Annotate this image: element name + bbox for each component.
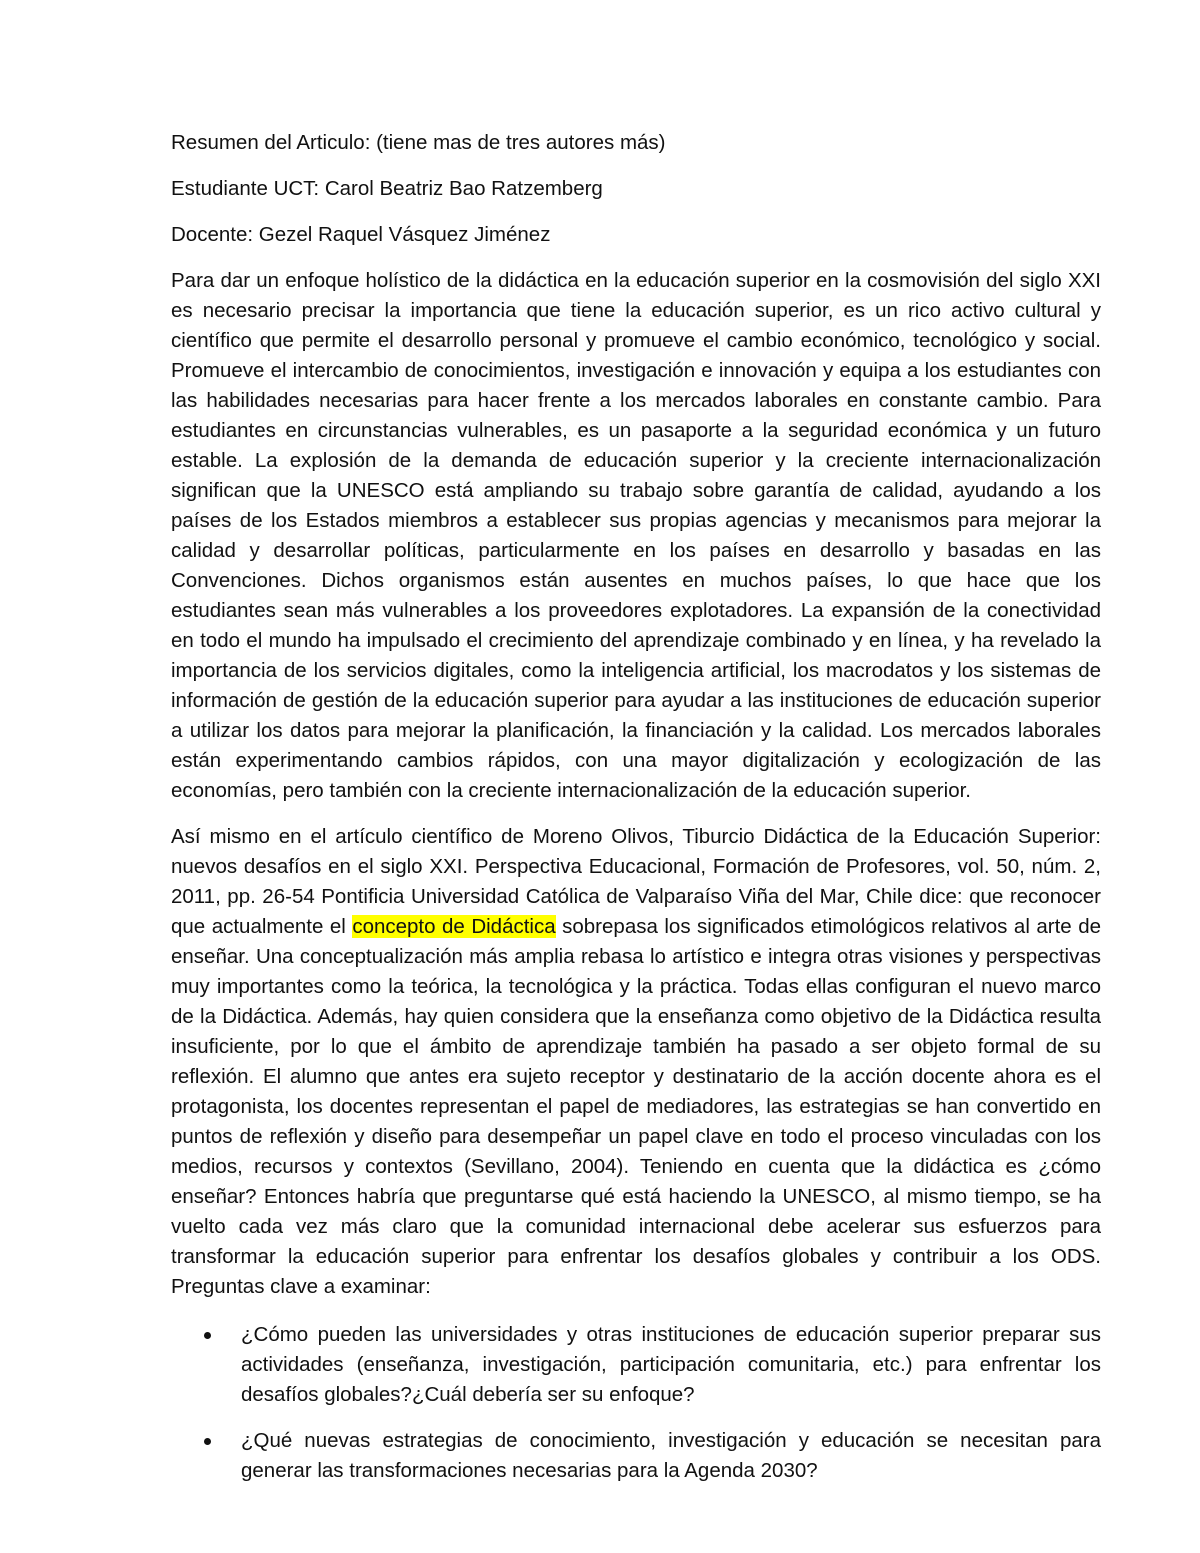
bullet-icon xyxy=(204,1438,211,1445)
bullet-icon xyxy=(204,1332,211,1339)
paragraph-1: Para dar un enfoque holístico de la didáctica en la educación superior en la cosmovisión del siglo XXI es necesario precisar la importancia que tiene la educación superior, es un rico activo cultural y científico que permite el desarrollo personal y promueve el cambio económico, tecnológico y social. Promueve el intercambio de conocimientos, investigación e innovación y equipa a los estudiantes con las habilidades necesarias para hacer frente a los mercados laborales en constante cambio. Para estudiantes en circunstancias vulnerables, es un pasaporte a la seguridad económica y un futuro estable. La explosión de la demanda de educación superior y la creciente internacionalización significan que la UNESCO está ampliando su trabajo sobre garantía de calidad, ayudando a los países de los Estados miembros a establecer sus propias agencias y mecanismos para mejorar la calidad y desarrollar políticas, particularmente en los países en desarrollo y basadas en las Convenciones. Dichos organismos están ausentes en muchos países, lo que hace que los estudiantes sean más vulnerables a los proveedores explotadores. La expansión de la conectividad en todo el mundo ha impulsado el crecimiento del aprendizaje combinado y en línea, y ha revelado la importancia de los servicios digitales, como la inteligencia artificial, los macrodatos y los sistemas de información de gestión de la educación superior para ayudar a las instituciones de educación superior a utilizar los datos para mejorar la planificación, la financiación y la calidad. Los mercados laborales están experimentando cambios rápidos, con una mayor digitalización y ecologización de las economías, pero también con la creciente internacionalización de la educación superior. xyxy=(171,269,1101,802)
paragraph-2-text-after: sobrepasa los significados etimológicos relativos al arte de enseñar. Una conceptualización más amplia rebasa lo artístico e integra otras visiones y perspectivas muy importantes como la teórica, la tecnológica y la práctica. Todas ellas configuran el nuevo marco de la Didáctica. Además, hay quien considera que la enseñanza como objetivo de la Didáctica resulta insuficiente, por lo que el ámbito de aprendizaje también ha pasado a ser objeto formal de su reflexión. El alumno que antes era sujeto receptor y destinatario de la acción docente ahora es el protagonista, los docentes representan el papel de mediadores, las estrategias se han convertido en puntos de reflexión y diseño para desempeñar un papel clave en todo el proceso vinculadas con los medios, recursos y contextos (Sevillano, 2004). Teniendo en cuenta que la didáctica es ¿cómo enseñar? Entonces habría que preguntarse qué está haciendo la UNESCO, al mismo tiempo, se ha vuelto cada vez más claro que la comunidad internacional debe acelerar sus esfuerzos para transformar la educación superior para enfrentar los desafíos globales y contribuir a los ODS. Preguntas clave a examinar: xyxy=(171,915,1101,1298)
highlighted-term: concepto de Didáctica xyxy=(352,915,556,938)
paragraph-2 xyxy=(171,822,1101,1302)
list-item xyxy=(171,1426,1101,1486)
list-item xyxy=(171,1320,1101,1410)
list-item-text: ¿Cómo pueden las universidades y otras instituciones de educación superior preparar sus actividades (enseñanza, investigación, participación comunitaria, etc.) para enfrentar los desafíos globales?¿Cuál debería ser su enfoque? xyxy=(241,1323,1101,1406)
teacher-line: Docente: Gezel Raquel Vásquez Jiménez xyxy=(171,223,551,246)
key-questions-list xyxy=(171,1320,1101,1486)
paragraph-2-text-before: Así mismo en el artículo científico de Moreno Olivos, Tiburcio Didáctica de la Educación Superior: nuevos desafíos en el siglo XXI. Perspectiva Educacional, Formación de Profesores, vol. 50, núm. 2, 2011, pp. 26-54 Pontificia Universidad Católica de Valparaíso Viña del Mar, Chile dice: que reconocer que actualmente el xyxy=(171,825,1101,938)
student-line: Estudiante UCT: Carol Beatriz Bao Ratzemberg xyxy=(171,177,603,200)
list-item-text: ¿Qué nuevas estrategias de conocimiento, investigación y educación se necesitan para generar las transformaciones necesarias para la Agenda 2030? xyxy=(241,1429,1101,1482)
document-body xyxy=(171,128,1101,1502)
summary-title: Resumen del Articulo: (tiene mas de tres autores más) xyxy=(171,131,666,154)
